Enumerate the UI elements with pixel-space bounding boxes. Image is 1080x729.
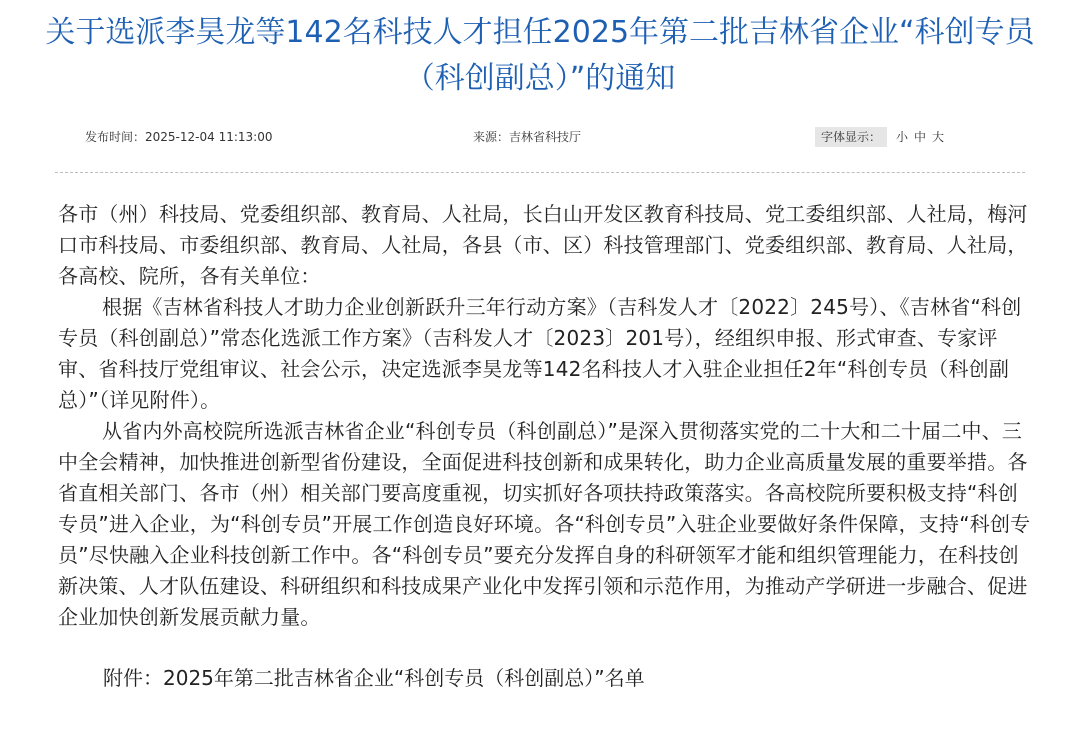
- paragraph-1: 根据《吉林省科技人才助力企业创新跃升三年行动方案》（吉科发人才〔2022〕245号）、《吉林省“科创专员（科创副总）”常态化选派工作方案》（吉科发人才〔2023〕201号），经组织申报、形式审查、专家评审、省科技厅党组审议、社会公示，决定选派李昊龙等142名科技人才入驻企业担任2年“科创专员（科创副总）”（详见附件）。: [58, 295, 1022, 412]
- source-name: 吉林省科技厅: [509, 130, 582, 144]
- article-body: [58, 199, 1033, 633]
- article-title: 关于选派李昊龙等142名科技人才担任2025年第二批吉林省企业“科创专员（科创副总）”的通知: [45, 15, 1035, 96]
- font-size-medium-button[interactable]: 中: [914, 130, 927, 144]
- publish-time: 2025-12-04 11:13:00: [145, 130, 273, 144]
- publish-info: [85, 126, 272, 148]
- source-info: [473, 126, 581, 148]
- publish-label: 发布时间：: [85, 130, 146, 144]
- salutation: 各市（州）科技局、党委组织部、教育局、人社局，长白山开发区教育科技局、党工委组织部、人社局，梅河口市科技局、市委组织部、教育局、人社局，各县（市、区）科技管理部门、党委组织部、教育局、人社局，各高校、院所，各有关单位：: [58, 202, 1028, 288]
- font-size-large-button[interactable]: 大: [932, 130, 945, 144]
- attachment-line[interactable]: 附件：2025年第二批吉林省企业“科创专员（科创副总）”名单: [103, 666, 645, 690]
- source-label: 来源：: [473, 130, 510, 144]
- paragraph-2: 从省内外高校院所选派吉林省企业“科创专员（科创副总）”是深入贯彻落实党的二十大和二十届二中、三中全会精神，加快推进创新型省份建设，全面促进科技创新和成果转化，助力企业高质量发展的重要举措。各省直相关部门、各市（州）相关部门要高度重视，切实抓好各项扶持政策落实。各高校院所要积极支持“科创专员”进入企业，为“科创专员”开展工作创造良好环境。各“科创专员”入驻企业要做好条件保障，支持“科创专员”尽快融入企业科技创新工作中。各“科创专员”要充分发挥自身的科研领军才能和组织管理能力，在科技创新决策、人才队伍建设、科研组织和科技成果产业化中发挥引领和示范作用，为推动产学研进一步融合、促进企业加快创新发展贡献力量。: [58, 419, 1031, 629]
- font-size-label: 字体显示：: [815, 127, 887, 147]
- font-size-small-button[interactable]: 小: [896, 130, 909, 144]
- meta-divider: [55, 172, 1025, 173]
- article-meta: [85, 126, 1025, 148]
- font-size-control: [815, 126, 947, 148]
